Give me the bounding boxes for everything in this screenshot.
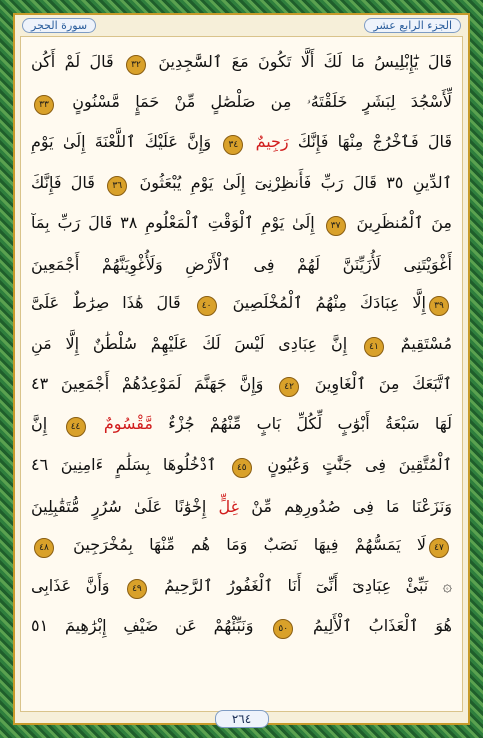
verse-segment: إِخْوَٰنًا عَلَىٰ سُرُرٍ مُّتَقَٰبِلِينَ [31, 496, 207, 516]
ayah-number-marker: ٤٠ [197, 296, 217, 316]
verse-line [31, 567, 452, 607]
verse-segment: قَالَ يَٰٓإِبْلِيسُ مَا لَكَ أَلَّا تَكُونَ مَعَ ٱلسَّٰجِدِينَ [149, 51, 452, 71]
verse-line [31, 365, 452, 405]
juz-label: الجزء الرابع عشر [364, 18, 461, 33]
verse-segment: أَغْوَيْتَنِى لَأُزَيِّنَنَّ لَهُمْ فِى ٱلْأَرْضِ وَلَأُغْوِيَنَّهُمْ أَجْمَعِينَ [31, 255, 452, 275]
verse-segment: وَإِنَّ جَهَنَّمَ لَمَوْعِدُهُمْ أَجْمَعِينَ ٤٣ [31, 374, 277, 394]
highlighted-word: مَّقْسُومٌ [88, 414, 153, 434]
verse-segment: وَإِنَّ عَلَيْكَ ٱللَّعْنَةَ إِلَىٰ يَوْمِ [31, 132, 221, 152]
verse-segment: ٱلدِّينِ ٣٥ قَالَ رَبِّ فَأَنظِرْنِىٓ إِلَىٰ يَوْمِ يُبْعَثُونَ [130, 172, 452, 192]
verse-text [31, 616, 452, 639]
verse-segment: قَالَ هَٰذَا صِرَٰطٌ عَلَىَّ [31, 293, 194, 313]
ayah-number-marker: ٤٧ [429, 538, 449, 558]
verse-text [31, 132, 452, 155]
verse-line [31, 204, 452, 244]
verse-text [31, 92, 452, 115]
ayah-number-marker: ٣٤ [223, 135, 243, 155]
verse-line [31, 527, 452, 567]
verse-text [31, 52, 452, 75]
ayah-number-marker: ٤٨ [34, 538, 54, 558]
ayah-number-marker: ٤٤ [66, 417, 86, 437]
verse-segment: إِنَّ عِبَادِى لَيْسَ لَكَ عَلَيْهِمْ سُلْطَٰنٌ إِلَّا مَنِ [31, 333, 361, 353]
verse-line [31, 406, 452, 446]
verse-segment: مُسْتَقِيمٌ [386, 333, 452, 353]
ayah-number-marker: ٣٦ [107, 176, 127, 196]
verse-text [31, 455, 452, 478]
verse-segment: قَالَ فَٱخْرُجْ مِنْهَا فَإِنَّكَ [288, 132, 452, 152]
verse-segment: قَالَ فَإِنَّكَ [31, 172, 105, 192]
verse-segment: وَنَبِّئْهُمْ عَن ضَيْفِ إِبْرَٰهِيمَ ٥١ [31, 615, 271, 635]
verse-segment: ٱلْمُتَّقِينَ فِى جَنَّٰتٍ وَعُيُونٍ [254, 454, 452, 474]
verse-line [31, 43, 452, 83]
verse-line [31, 124, 452, 164]
ayah-number-marker: ٤٥ [232, 458, 252, 478]
surah-label: سورة الحجر [22, 18, 96, 33]
verse-segment: ۞ نَبِّئْ عِبَادِىٓ أَنِّىٓ أَنَا ٱلْغَفُورُ ٱلرَّحِيمُ [149, 575, 452, 595]
verse-line [31, 325, 452, 365]
verse-text [31, 293, 452, 316]
verse-segment: وَنَزَعْنَا مَا فِى صُدُورِهِم مِّنْ [239, 496, 452, 516]
verse-text [31, 497, 452, 516]
verse-segment: لِّأَسْجُدَ لِبَشَرٍ خَلَقْتَهُۥ مِن صَلْصَٰلٍ مِّنْ حَمَإٍ مَّسْنُونٍ [57, 91, 452, 111]
verse-segment: ٱتَّبَعَكَ مِنَ ٱلْغَاوِينَ [302, 374, 452, 394]
verse-segment: وَأَنَّ عَذَابِى [31, 575, 124, 595]
verse-text [31, 213, 452, 236]
highlighted-word: غِلٍّ [206, 496, 240, 516]
verse-line [31, 285, 452, 325]
ayah-number-marker: ٣٩ [429, 296, 449, 316]
verse-text [31, 374, 452, 397]
ayah-number-marker: ٥٠ [273, 619, 293, 639]
ayah-number-marker: ٣٣ [34, 95, 54, 115]
verse-text [31, 334, 452, 357]
ayah-number-marker: ٣٢ [126, 55, 146, 75]
verse-segment: إِلَّا عِبَادَكَ مِنْهُمُ ٱلْمُخْلَصِينَ [219, 293, 426, 313]
ayah-number-marker: ٣٧ [326, 216, 346, 236]
verse-segment: ٱدْخُلُوهَا بِسَلَٰمٍ ءَامِنِينَ ٤٦ [31, 454, 229, 474]
verse-line [31, 607, 452, 647]
ayah-number-marker: ٤١ [364, 337, 384, 357]
ayah-number-marker: ٤٢ [279, 377, 299, 397]
verse-line [31, 164, 452, 204]
mushaf-page [20, 36, 463, 712]
verse-text [31, 414, 452, 437]
verse-text [31, 255, 452, 274]
verse-segment: إِلَىٰ يَوْمِ ٱلْوَقْتِ ٱلْمَعْلُومِ ٣٨ قَالَ رَبِّ بِمَآ [31, 212, 323, 232]
verse-text [31, 576, 452, 599]
verse-segment: لَا يَمَسُّهُمْ فِيهَا نَصَبٌ وَمَا هُم مِّنْهَا بِمُخْرَجِينَ [57, 535, 426, 555]
verse-text [31, 173, 452, 196]
verse-text [31, 535, 452, 558]
page-header [22, 16, 461, 34]
verse-segment: هُوَ ٱلْعَذَابُ ٱلْأَلِيمُ [296, 615, 452, 635]
verse-segment: لَهَا سَبْعَةُ أَبْوَٰبٍ لِّكُلِّ بَابٍ مِّنْهُمْ جُزْءٌ [152, 414, 452, 434]
ayah-number-marker: ٤٩ [127, 579, 147, 599]
verse-segment: قَالَ لَمْ أَكُن [31, 51, 123, 71]
verse-line [31, 446, 452, 486]
verse-segment: إِنَّ [31, 414, 63, 434]
page-number: ٢٦٤ [215, 710, 269, 728]
verse-line [31, 486, 452, 526]
verse-segment: مِنَ ٱلْمُنظَرِينَ [348, 212, 452, 232]
page-footer [0, 710, 483, 728]
verse-line [31, 83, 452, 123]
highlighted-word: رَجِيمٌ [246, 132, 289, 152]
verse-line [31, 244, 452, 284]
